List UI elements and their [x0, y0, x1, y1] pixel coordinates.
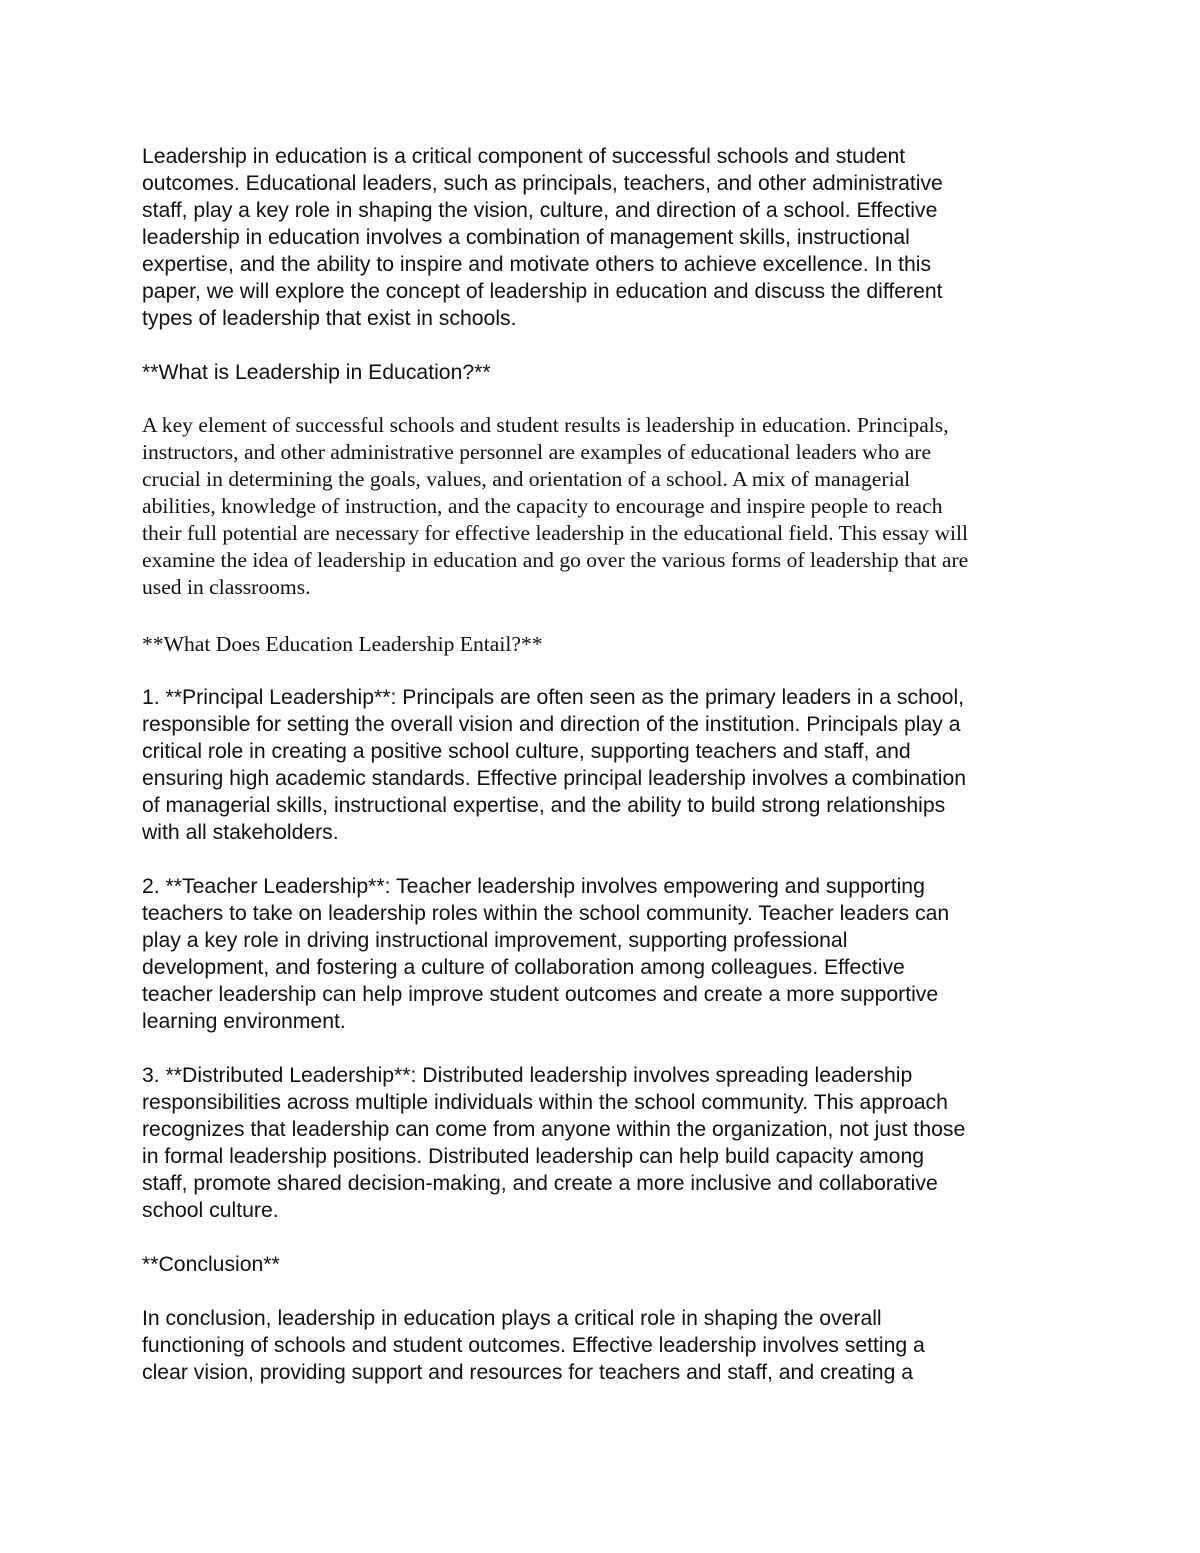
distributed-line: responsibilities across multiple individuals within the school community. This approach	[142, 1091, 948, 1114]
principal-line: 1. **Principal Leadership**: Principals are often seen as the primary leaders in a school,	[142, 686, 965, 709]
paraphrase-line: their full potential are necessary for effective leadership in the educational field. This essay will	[142, 521, 969, 545]
conclusion-paragraph	[142, 1305, 1067, 1386]
distributed-line: recognizes that leadership can come from anyone within the organization, not just those	[142, 1118, 966, 1141]
paraphrase-line: abilities, knowledge of instruction, and the capacity to encourage and inspire people to reach	[142, 494, 943, 518]
teacher-line: teacher leadership can help improve student outcomes and create a more supportive	[142, 983, 939, 1006]
paraphrase-line: instructors, and other administrative personnel are examples of educational leaders who are	[142, 440, 932, 464]
distributed-leadership-paragraph	[142, 1062, 1067, 1224]
conclusion-line: clear vision, providing support and resources for teachers and staff, and creating a	[142, 1361, 914, 1384]
intro-line: outcomes. Educational leaders, such as principals, teachers, and other administrative	[142, 172, 943, 195]
principal-line: responsible for setting the overall vision and direction of the institution. Principals play a	[142, 713, 961, 736]
distributed-line: staff, promote shared decision-making, and create a more inclusive and collaborative	[142, 1172, 938, 1195]
intro-line: paper, we will explore the concept of leadership in education and discuss the different	[142, 280, 943, 303]
intro-paragraph	[142, 143, 1067, 332]
paraphrase-line: used in classrooms.	[142, 575, 311, 599]
intro-line: Leadership in education is a critical component of successful schools and student	[142, 145, 906, 168]
paraphrase-line: examine the idea of leadership in education and go over the various forms of leadership that are	[142, 548, 969, 572]
conclusion-line: functioning of schools and student outcomes. Effective leadership involves setting a	[142, 1334, 925, 1357]
conclusion-line: In conclusion, leadership in education plays a critical role in shaping the overall	[142, 1307, 882, 1330]
heading-what-does-leadership-entail: **What Does Education Leadership Entail?**	[142, 632, 543, 656]
principal-line: of managerial skills, instructional expertise, and the ability to build strong relationships	[142, 794, 946, 817]
paraphrase-line: A key element of successful schools and student results is leadership in education. Principals,	[142, 413, 949, 437]
principal-line: ensuring high academic standards. Effective principal leadership involves a combination	[142, 767, 967, 790]
intro-line: staff, play a key role in shaping the vision, culture, and direction of a school. Effective	[142, 199, 938, 222]
intro-line: types of leadership that exist in schools.	[142, 307, 517, 330]
distributed-line: school culture.	[142, 1199, 279, 1222]
intro-line: leadership in education involves a combination of management skills, instructional	[142, 226, 910, 249]
teacher-line: 2. **Teacher Leadership**: Teacher leadership involves empowering and supporting	[142, 875, 925, 898]
teacher-line: teachers to take on leadership roles within the school community. Teacher leaders can	[142, 902, 950, 925]
paraphrase-line: crucial in determining the goals, values, and orientation of a school. A mix of managerial	[142, 467, 911, 491]
principal-line: with all stakeholders.	[142, 821, 339, 844]
teacher-line: play a key role in driving instructional improvement, supporting professional	[142, 929, 848, 952]
teacher-leadership-paragraph	[142, 873, 1067, 1035]
teacher-line: development, and fostering a culture of collaboration among colleagues. Effective	[142, 956, 905, 979]
distributed-line: in formal leadership positions. Distributed leadership can help build capacity among	[142, 1145, 925, 1168]
intro-line: expertise, and the ability to inspire and motivate others to achieve excellence. In this	[142, 253, 932, 276]
heading-what-is-leadership: **What is Leadership in Education?**	[142, 361, 491, 384]
principal-leadership-paragraph	[142, 684, 1067, 846]
principal-line: critical role in creating a positive school culture, supporting teachers and staff, and	[142, 740, 911, 763]
teacher-line: learning environment.	[142, 1010, 346, 1033]
distributed-line: 3. **Distributed Leadership**: Distributed leadership involves spreading leadership	[142, 1064, 913, 1087]
paraphrase-paragraph	[142, 412, 1067, 601]
heading-conclusion: **Conclusion**	[142, 1253, 280, 1276]
